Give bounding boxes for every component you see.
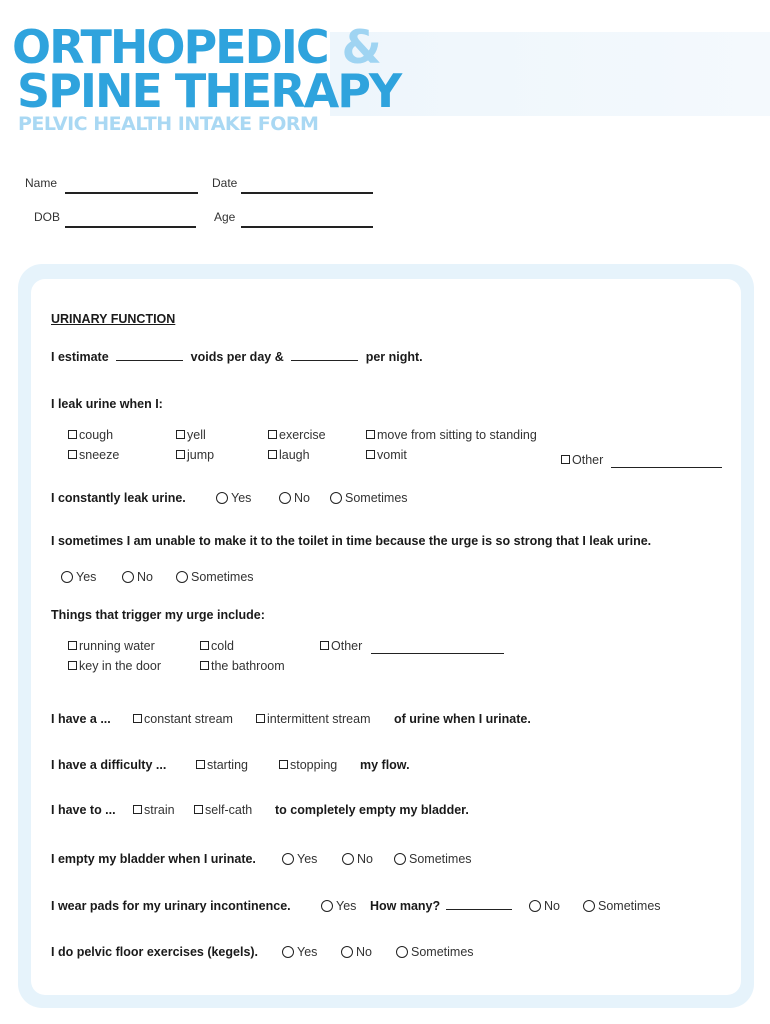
- checkbox[interactable]: [268, 430, 277, 439]
- leak-other-field[interactable]: [611, 467, 722, 468]
- checkbox[interactable]: [68, 450, 77, 459]
- title-ampersand: &: [341, 20, 380, 74]
- pads-count-field[interactable]: [446, 909, 512, 910]
- page-title-line1: ORTHOPEDIC &: [12, 20, 380, 74]
- trigger-other[interactable]: Other: [320, 639, 362, 653]
- empty-when-yes[interactable]: Yes: [282, 852, 317, 866]
- pads-yes[interactable]: Yes: [321, 899, 356, 913]
- stream-intermittent[interactable]: intermittent stream: [256, 712, 371, 726]
- trigger-key-in-door[interactable]: key in the door: [68, 659, 161, 673]
- dob-label: DOB: [34, 210, 61, 224]
- radio-button[interactable]: [176, 571, 188, 583]
- urge-yes[interactable]: Yes: [61, 570, 96, 584]
- pads-sometimes[interactable]: Sometimes: [583, 899, 661, 913]
- kegels-no[interactable]: No: [341, 945, 372, 959]
- checkbox[interactable]: [68, 661, 77, 670]
- date-field[interactable]: [241, 192, 373, 194]
- constant-leak-yes[interactable]: Yes: [216, 491, 251, 505]
- radio-button[interactable]: [396, 946, 408, 958]
- kegels-sometimes[interactable]: Sometimes: [396, 945, 474, 959]
- stream-constant[interactable]: constant stream: [133, 712, 233, 726]
- radio-button[interactable]: [61, 571, 73, 583]
- checkbox[interactable]: [133, 714, 142, 723]
- difficulty-stopping[interactable]: stopping: [279, 758, 337, 772]
- pads-no[interactable]: No: [529, 899, 560, 913]
- empty-when-question: I empty my bladder when I urinate.: [51, 852, 256, 866]
- checkbox[interactable]: [268, 450, 277, 459]
- empty-question-post: to completely empty my bladder.: [275, 803, 469, 817]
- radio-button[interactable]: [394, 853, 406, 865]
- checkbox[interactable]: [176, 450, 185, 459]
- trigger-running-water[interactable]: running water: [68, 639, 155, 653]
- kegels-yes[interactable]: Yes: [282, 945, 317, 959]
- age-label: Age: [214, 210, 236, 224]
- leak-option-laugh[interactable]: laugh: [268, 448, 310, 462]
- leak-option-jump[interactable]: jump: [176, 448, 214, 462]
- stream-question-post: of urine when I urinate.: [394, 712, 531, 726]
- checkbox[interactable]: [561, 455, 570, 464]
- radio-button[interactable]: [216, 492, 228, 504]
- estimate-row: I estimate voids per day & per night.: [51, 350, 423, 364]
- pads-question: I wear pads for my urinary incontinence.: [51, 899, 291, 913]
- radio-button[interactable]: [279, 492, 291, 504]
- empty-self-cath[interactable]: self-cath: [194, 803, 252, 817]
- constant-leak-sometimes[interactable]: Sometimes: [330, 491, 408, 505]
- checkbox[interactable]: [366, 450, 375, 459]
- checkbox[interactable]: [320, 641, 329, 650]
- empty-when-no[interactable]: No: [342, 852, 373, 866]
- checkbox[interactable]: [256, 714, 265, 723]
- checkbox[interactable]: [200, 641, 209, 650]
- checkbox[interactable]: [68, 641, 77, 650]
- radio-button[interactable]: [529, 900, 541, 912]
- kegels-question: I do pelvic floor exercises (kegels).: [51, 945, 259, 959]
- checkbox[interactable]: [200, 661, 209, 670]
- leak-option-sneeze[interactable]: sneeze: [68, 448, 119, 462]
- triggers-question: Things that trigger my urge include:: [51, 608, 265, 622]
- radio-button[interactable]: [341, 946, 353, 958]
- empty-when-sometimes[interactable]: Sometimes: [394, 852, 472, 866]
- empty-question-pre: I have to ...: [51, 803, 116, 817]
- checkbox[interactable]: [279, 760, 288, 769]
- checkbox[interactable]: [194, 805, 203, 814]
- leak-option-cough[interactable]: cough: [68, 428, 113, 442]
- constant-leak-question: I constantly leak urine.: [51, 491, 186, 505]
- checkbox[interactable]: [196, 760, 205, 769]
- radio-button[interactable]: [583, 900, 595, 912]
- name-field[interactable]: [65, 192, 198, 194]
- stream-question-pre: I have a ...: [51, 712, 111, 726]
- leak-option-exercise[interactable]: exercise: [268, 428, 326, 442]
- checkbox[interactable]: [366, 430, 375, 439]
- page-subtitle: PELVIC HEALTH INTAKE FORM: [18, 113, 319, 135]
- leak-option-yell[interactable]: yell: [176, 428, 206, 442]
- trigger-other-field[interactable]: [371, 653, 504, 654]
- leak-option-other[interactable]: Other: [561, 453, 603, 467]
- difficulty-question-pre: I have a difficulty ...: [51, 758, 167, 772]
- radio-button[interactable]: [122, 571, 134, 583]
- urge-no[interactable]: No: [122, 570, 153, 584]
- form-card: [31, 279, 741, 995]
- radio-button[interactable]: [282, 853, 294, 865]
- urge-sometimes[interactable]: Sometimes: [176, 570, 254, 584]
- urge-question: I sometimes I am unable to make it to the toilet in time because the urge is so strong that I leak urine.: [51, 534, 652, 548]
- radio-button[interactable]: [342, 853, 354, 865]
- dob-field[interactable]: [65, 226, 196, 228]
- page-title-line2: SPINE THERAPY: [17, 64, 401, 118]
- trigger-cold[interactable]: cold: [200, 639, 234, 653]
- trigger-bathroom[interactable]: the bathroom: [200, 659, 285, 673]
- checkbox[interactable]: [133, 805, 142, 814]
- date-label: Date: [212, 176, 238, 190]
- voids-per-night-field[interactable]: [291, 360, 358, 361]
- checkbox[interactable]: [68, 430, 77, 439]
- empty-strain[interactable]: strain: [133, 803, 175, 817]
- radio-button[interactable]: [282, 946, 294, 958]
- leak-option-vomit[interactable]: vomit: [366, 448, 407, 462]
- age-field[interactable]: [241, 226, 373, 228]
- leak-question: I leak urine when I:: [51, 397, 163, 411]
- difficulty-starting[interactable]: starting: [196, 758, 248, 772]
- radio-button[interactable]: [330, 492, 342, 504]
- name-label: Name: [25, 176, 58, 190]
- difficulty-question-post: my flow.: [360, 758, 410, 772]
- pads-how-many: How many?: [370, 899, 512, 913]
- checkbox[interactable]: [176, 430, 185, 439]
- constant-leak-no[interactable]: No: [279, 491, 310, 505]
- section-title: URINARY FUNCTION: [51, 312, 176, 326]
- voids-per-day-field[interactable]: [116, 360, 183, 361]
- radio-button[interactable]: [321, 900, 333, 912]
- leak-option-move[interactable]: move from sitting to standing: [366, 428, 537, 442]
